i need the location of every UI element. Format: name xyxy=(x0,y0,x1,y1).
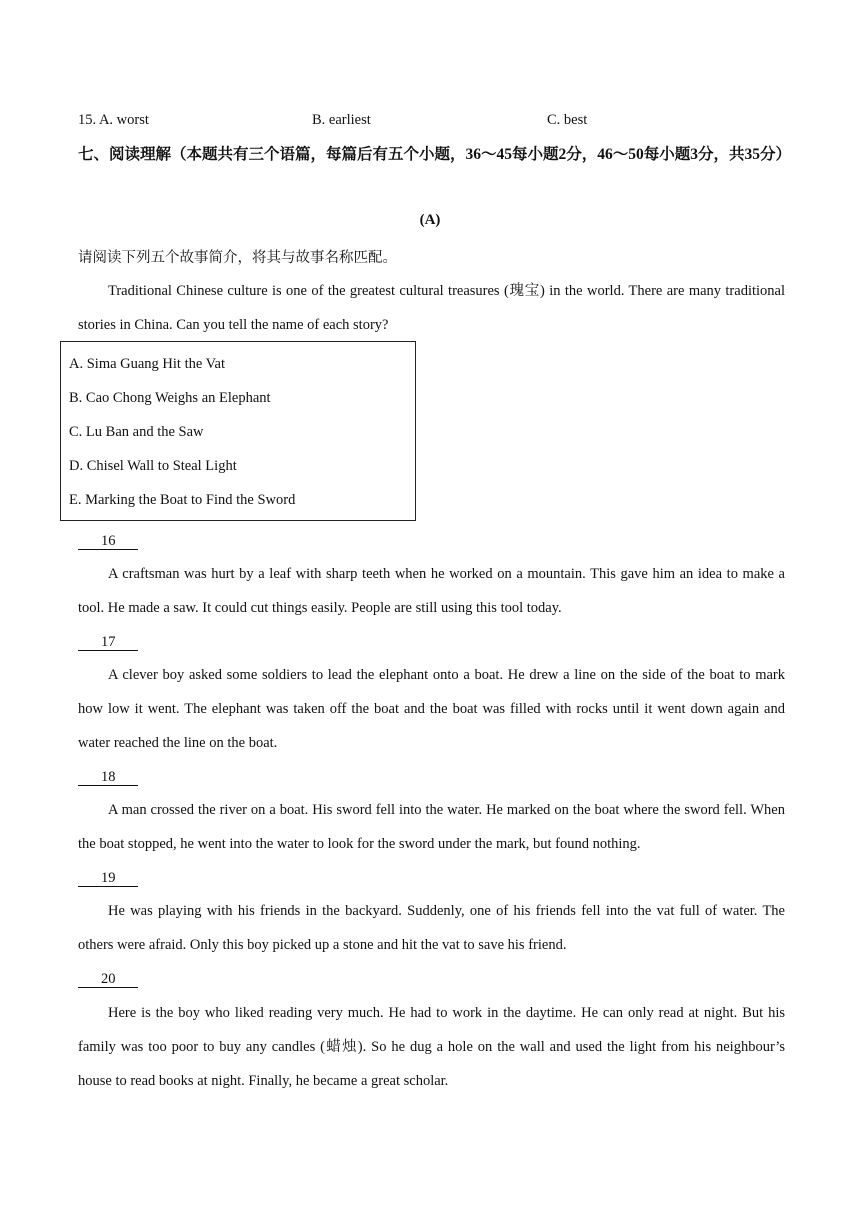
option-c: C. Lu Ban and the Saw xyxy=(69,424,204,440)
part-title: (A) xyxy=(419,212,441,228)
question-number-17: 17 xyxy=(78,634,138,651)
answer-blank-20[interactable] xyxy=(78,971,138,988)
intro-paragraph: Traditional Chinese culture is one of the greatest cultural treasures (瑰宝) in the world. There are many traditional stories in China. Can you tell the name of each story? xyxy=(78,283,785,333)
question-16-text: A craftsman was hurt by a leaf with sharp teeth when he worked on a mountain. This gave him an idea to make a tool. He made a saw. It could cut things easily. People are still using this tool today. xyxy=(78,566,785,616)
q15-option-a: 15. A. worst xyxy=(78,112,149,128)
option-b: B. Cao Chong Weighs an Elephant xyxy=(69,390,271,406)
section-heading: 七、阅读理解（本题共有三个语篇，每篇后有五个小题，36～45每小题2分，46～50每小题3分，共35分） xyxy=(78,146,792,163)
question-18-text: A man crossed the river on a boat. His sword fell into the water. He marked on the boat where the sword fell. When the boat stopped, he went into the water to look for the sword under the mark, but found nothing. xyxy=(78,802,785,852)
q15-option-c: C. best xyxy=(547,112,588,128)
question-number-16: 16 xyxy=(78,533,138,550)
option-a: A. Sima Guang Hit the Vat xyxy=(69,356,225,372)
story-options-box xyxy=(60,341,416,521)
answer-blank-18[interactable] xyxy=(78,769,138,786)
question-20-text: Here is the boy who liked reading very much. He had to work in the daytime. He can only read at night. But his family was too poor to buy any candles (蜡烛). So he dug a hole on the wall and used the light from his neighbour’s house to read books at night. Finally, he became a great scholar. xyxy=(78,1005,785,1089)
question-17-text: A clever boy asked some soldiers to lead the elephant onto a boat. He drew a line on the side of the boat to mark how low it went. The elephant was taken off the boat and the boat was filled with rocks until it went down again and water reached the line on the boat. xyxy=(78,667,785,751)
instruction: 请阅读下列五个故事简介，将其与故事名称匹配。 xyxy=(78,250,397,266)
question-number-20: 20 xyxy=(78,971,138,988)
answer-blank-19[interactable] xyxy=(78,870,138,887)
option-d: D. Chisel Wall to Steal Light xyxy=(69,458,237,474)
question-19-text: He was playing with his friends in the backyard. Suddenly, one of his friends fell into the vat full of water. The others were afraid. Only this boy picked up a stone and hit the vat to save his friend. xyxy=(78,903,785,953)
answer-blank-17[interactable] xyxy=(78,634,138,651)
question-number-19: 19 xyxy=(78,870,138,887)
option-e: E. Marking the Boat to Find the Sword xyxy=(69,492,296,508)
question-number-18: 18 xyxy=(78,769,138,786)
question-15-options xyxy=(78,112,798,132)
answer-blank-16[interactable] xyxy=(78,533,138,550)
q15-option-b: B. earliest xyxy=(312,112,371,128)
